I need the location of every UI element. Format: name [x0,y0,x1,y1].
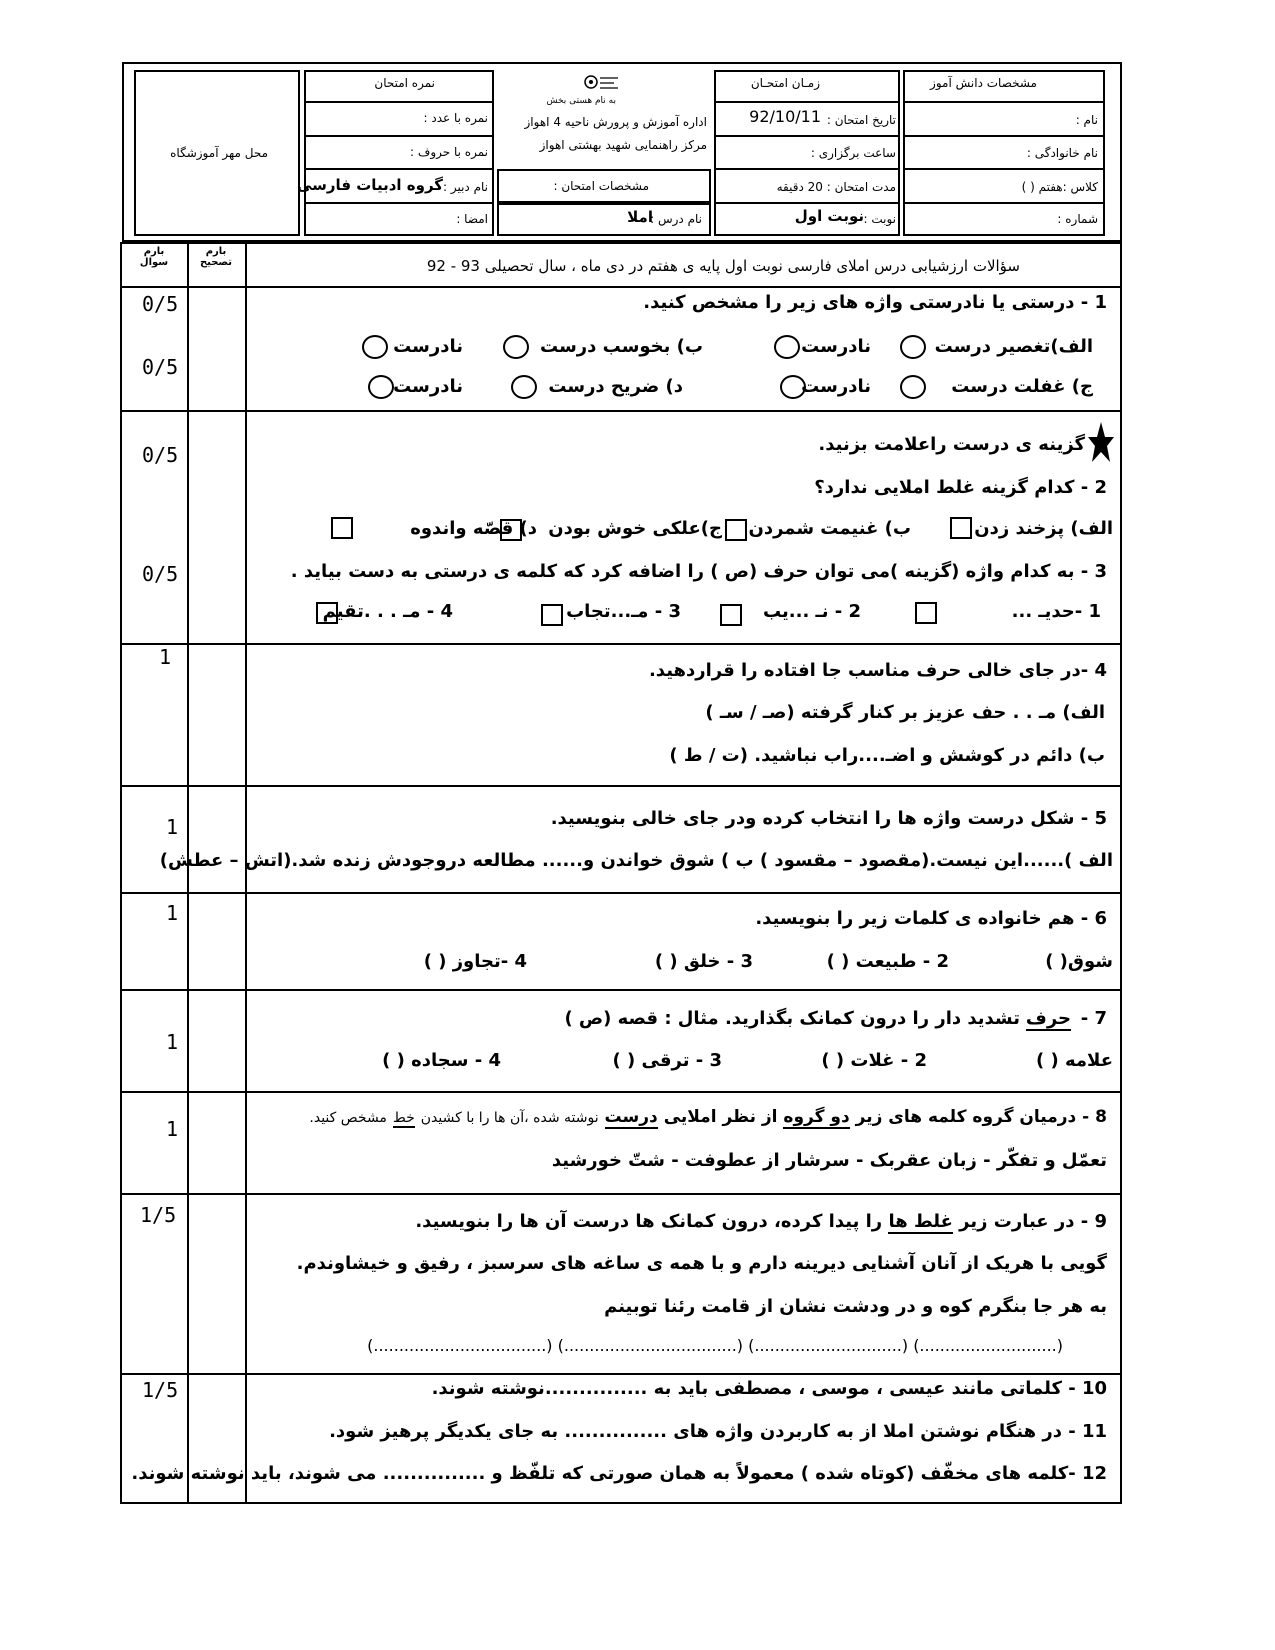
subject-value: املا [627,208,653,226]
q8-part-a: 8 - درمیان گروه کلمه های زیر [855,1107,1107,1127]
s3-score: 1 [159,645,172,669]
student-number: شماره : [1057,212,1098,226]
q3-opt-3: 3 - مـ...تجاب [566,601,681,622]
student-title: مشخصات دانش آموز [930,76,1037,90]
q3-opt-1: 1 -حدیـ ... [1011,601,1101,622]
q2-opt-a: الف) پزخند زدن [974,518,1113,539]
q2-opt-d-box[interactable] [331,517,353,539]
q2-opt-c: ج)علکی خوش بودن [548,518,722,539]
q3-opt-2: 2 - نـ ...یب [762,601,861,622]
term-label: نوبت : [863,212,896,226]
score-title: نمره امتحان [374,76,435,90]
term-value: نوبت اول [794,207,864,225]
q4-a: الف) مـ . . حف عزیز بر کنار گرفته (صـ / سـ ) [705,702,1105,723]
q1-a-false: نادرست [801,336,871,357]
q3-opt-2-box[interactable] [720,604,742,626]
signature-label: امضا : [456,212,488,226]
q1-c-true-circle[interactable] [900,375,926,399]
q7-rest: تشدید دار را درون کمانک بگذارید. مثال : قصه (ص ) [564,1008,1020,1029]
q2-opt-b-box[interactable] [725,519,747,541]
date-value: 92/10/11 [749,107,821,126]
q8-words: تعمّل و تفکّر - زبان عقربک - سرشار از عطوفت - شتّ خورشید [551,1150,1107,1171]
school-logo [578,72,624,94]
q1-d-false: نادرست [393,376,463,397]
score-correction-header: بارم تصحیح [199,246,233,268]
logo-caption: به نام هستی بخش [546,96,616,106]
q9-text-2: به هر جا بنگرم کوه و در ودشت نشان از قامت رئنا توبینم [604,1296,1107,1317]
q8-part-g: مشخص کنید. [309,1110,387,1126]
q1-a: الف)تغصیر درست [934,336,1093,357]
teacher-value: گروه ادبیات فارسی [297,176,443,194]
q8-part-e: نوشته شده ،آن ها را با کشیدن [420,1110,599,1126]
student-name: نام : [1075,113,1098,127]
exam-time-title: زمـان امتحـان [750,76,820,90]
exam-specs-label: مشخصات امتحان : [553,179,649,193]
q1-a-false-circle[interactable] [774,335,800,359]
s6-score: 1 [166,1030,179,1054]
score-question-header: بارم سوال [139,246,169,268]
q7-item-2: 2 - غلات ( ) [821,1050,927,1071]
q3-opt-4-box[interactable] [316,602,338,624]
q9-part-b: غلط ها [888,1211,953,1232]
q10-text: 10 - کلماتی مانند عیسی ، موسی ، مصطفی باید به ...............نوشته شوند. [431,1378,1107,1399]
q12-text: 12 -کلمه های مخفّف (کوتاه شده ) معمولاً به همان صورتی که تلفّظ و ............... می شوند، باید نوشته شوند. [131,1463,1107,1484]
q2-opt-d: د) قصّه واندوه [410,518,537,539]
q3-opt-4: 4 - مـ . . .تقیم [322,601,453,622]
q1-b-false-circle[interactable] [362,335,388,359]
date-label: تاریخ امتحان : [826,113,896,127]
q11-text: 11 - در هنگام نوشتن املا از به کاربردن واژه های ............... به جای یکدیگر پرهیز شود. [329,1421,1107,1442]
q8-part-d: درست [604,1107,658,1127]
q6-item-3: 3 - خلق ( ) [654,951,753,972]
q5-line: الف )......این نیست.(مقصود – مقسود ) ب ) شوق خواندن و...... مطالعه دروجودش زنده شد.(اتش – عطش) [159,850,1113,871]
q1-d-true-circle[interactable] [511,375,537,399]
instruction-text: گزینه ی درست راعلامت بزنید. [818,434,1085,455]
q7-word: حرف [1025,1008,1071,1029]
s5-score: 1 [166,901,179,925]
q4-text: 4 -در جای خالی حرف مناسب جا افتاده را قراردهید. [648,660,1107,681]
q3-opt-3-box[interactable] [541,604,563,626]
exam-specs-box [497,169,711,203]
q9-blanks[interactable]: (...........................) (.............................) (..................................) (..................................) [367,1336,1063,1355]
q6-item-4: 4 -تجاوز ( ) [423,951,527,972]
q3-text: 3 - به کدام واژه (گزینه )می توان حرف (ص ) را اضافه کرد که کلمه ی درستی به دست بیاید . [290,561,1107,582]
q7-item-1: علامه ( ) [1035,1050,1113,1071]
q6-item-2: 2 - طبیعت ( ) [826,951,949,972]
q1-a-true-circle[interactable] [900,335,926,359]
q9-line [415,1211,1107,1232]
seal-box [134,70,300,236]
q5-text: 5 - شکل درست واژه ها را انتخاب کرده ودر جای خالی بنویسید. [550,808,1107,829]
s7-score: 1 [166,1117,179,1141]
q2-opt-a-box[interactable] [950,517,972,539]
q1-text: 1 - درستی یا نادرستی واژه های زیر را مشخص کنید. [643,292,1107,313]
q9-part-c: را پیدا کرده، درون کمانک ها درست آن ها را بنویسید. [415,1211,883,1232]
teacher-label: نام دبیر : [442,180,488,194]
seal-label: محل مهر آموزشگاه [170,146,268,160]
q2-text: 2 - کدام گزینه غلط املایی ندارد؟ [814,477,1107,498]
school-name: مرکز راهنمایی شهید بهشتی اهواز [539,138,707,152]
q4-b: ب) دائم در کوشش و اضـ....راب نباشید. (ت / ط ) [669,745,1105,766]
q7-prefix: 7 - [1080,1008,1107,1029]
q2-opt-b: ب) غنیمت شمردن [748,518,911,539]
q8-part-f: خط [392,1110,415,1126]
q8-line [309,1107,1107,1127]
q6-item-1: شوق( ) [1045,951,1113,972]
student-family: نام خانوادگی : [1026,146,1098,160]
subject-label: نام درس : [650,212,702,226]
q9-text-1: گویی با هریک از آنان آشنایی دیرینه دارم و با همه ی ساغه های سرسبز ، رفیق و خیشاوندم. [296,1253,1107,1274]
q1-c-false-circle[interactable] [780,375,806,399]
q7-item-3: 3 - ترقی ( ) [612,1050,722,1071]
score-digits: نمره با عدد : [423,111,488,125]
office-name: اداره آموزش و پرورش ناحیه 4 اهواز [524,115,707,129]
student-class: کلاس :هفتم ( ) [1021,180,1098,194]
q1-b: ب) بخوسب درست [540,336,703,357]
hold-time-label: ساعت برگزاری : [810,146,896,160]
s1-score-1: 0/5 [142,292,179,316]
q1-b-true-circle[interactable] [503,335,529,359]
s9-score: 1/5 [142,1378,179,1402]
q1-c-false: نادرست [801,376,871,397]
q9-part-a: 9 - در عبارت زیر [959,1211,1107,1232]
exam-title: سؤالات ارزشیابی درس املای فارسی نوبت اول پایه ی هفتم در دی ماه ، سال تحصیلی 93 - 92 [426,257,1020,275]
s2-score-2: 0/5 [142,562,179,586]
s8-score: 1/5 [140,1203,177,1227]
q8-part-b: دو گروه [783,1107,850,1127]
q6-text: 6 - هم خانواده ی کلمات زیر را بنویسید. [755,908,1107,929]
q1-d-false-circle[interactable] [368,375,394,399]
q7-item-4: 4 - سجاده ( ) [382,1050,501,1071]
duration-label: مدت امتحان : 20 دقیقه [776,180,896,194]
q8-part-c: از نظر املایی [663,1107,778,1127]
q3-opt-1-box[interactable] [915,602,937,624]
s4-score: 1 [166,815,179,839]
score-letters: نمره با حروف : [410,145,488,159]
star-icon [1088,422,1114,466]
s2-score-1: 0/5 [142,443,179,467]
q1-c: ج) غفلت درست [951,376,1093,397]
q1-d: د) ضریح درست [548,376,683,397]
q1-b-false: نادرست [393,336,463,357]
s1-score-2: 0/5 [142,355,179,379]
